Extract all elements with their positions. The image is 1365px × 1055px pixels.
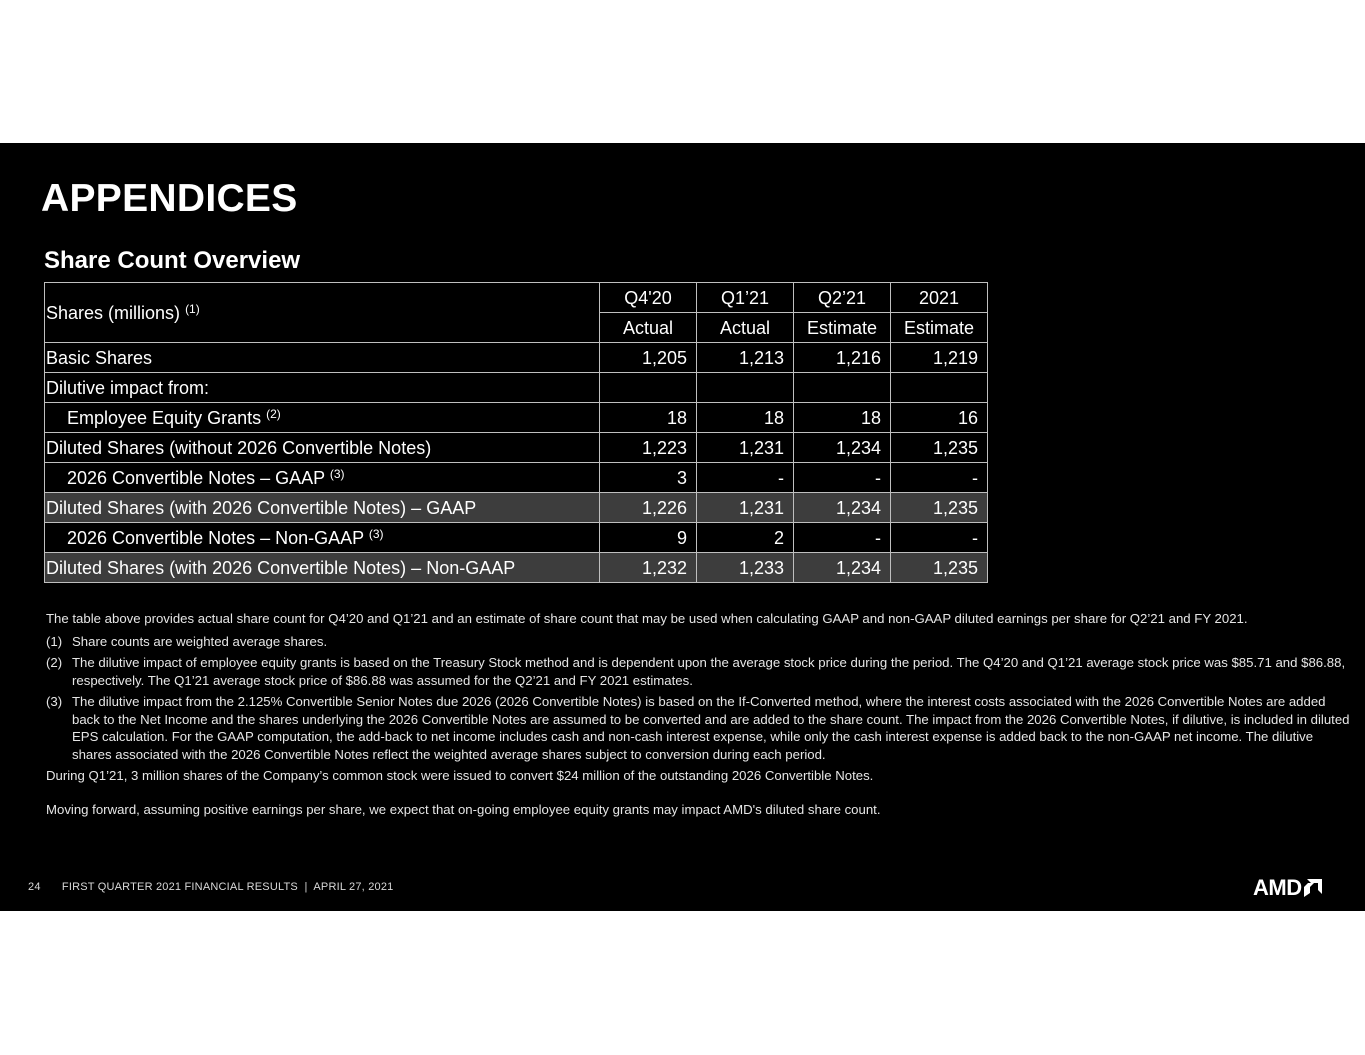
value-cell: -	[794, 463, 891, 493]
value-cell: 18	[794, 403, 891, 433]
value-cell: 1,233	[697, 553, 794, 583]
row-label-cell	[45, 433, 600, 463]
value-cell: 1,234	[794, 553, 891, 583]
value-cell: 18	[600, 403, 697, 433]
table-row	[45, 493, 988, 523]
row-label-cell	[45, 373, 600, 403]
value-cell	[697, 373, 794, 403]
page-number: 24	[28, 881, 41, 893]
value-cell: 1,235	[891, 493, 988, 523]
row-label: Dilutive impact from:	[46, 377, 210, 398]
value-cell: 1,226	[600, 493, 697, 523]
logo-wordmark: AMD	[1253, 875, 1302, 900]
footnote	[46, 654, 1351, 689]
notes-section	[46, 610, 1351, 823]
period-type-header: Estimate	[891, 313, 988, 343]
row-label: Basic Shares	[46, 347, 153, 368]
value-cell: 1,231	[697, 433, 794, 463]
table-row	[45, 523, 988, 553]
row-label-cell	[45, 403, 600, 433]
table-row	[45, 463, 988, 493]
value-cell: 2	[697, 523, 794, 553]
table-row	[45, 553, 988, 583]
notes-intro: The table above provides actual share count for Q4’20 and Q1’21 and an estimate of share count that may be used when calculating GAAP and non-GAAP diluted earnings per share for Q2’21 and FY 2021.	[46, 611, 1248, 626]
value-cell: 1,205	[600, 343, 697, 373]
row-label-cell	[45, 523, 600, 553]
period-header: Q1’21	[697, 283, 794, 313]
value-cell: 1,223	[600, 433, 697, 463]
period-header: 2021	[891, 283, 988, 313]
value-cell	[891, 373, 988, 403]
amd-arrow-icon	[1304, 879, 1322, 897]
row-header-footnote: (1)	[185, 301, 200, 316]
row-footnote-ref: (2)	[266, 406, 281, 421]
row-footnote-ref: (3)	[329, 466, 345, 481]
amd-logo	[1253, 877, 1322, 899]
footnote-number: (2)	[46, 655, 63, 670]
period-type-header: Actual	[600, 313, 697, 343]
footnote-number: (1)	[46, 633, 63, 649]
share-count-table	[44, 282, 988, 583]
row-label-cell	[45, 493, 600, 523]
row-label-cell	[45, 343, 600, 373]
table-row	[45, 403, 988, 433]
footnote-addendum: During Q1’21, 3 million shares of the Company’s common stock were issued to convert $24 million of the outstanding 2026 Convertible Notes.	[46, 768, 874, 783]
footnote	[46, 693, 1351, 763]
value-cell: -	[794, 523, 891, 553]
table-header-row	[45, 283, 988, 313]
footnote-text: The dilutive impact from the 2.125% Convertible Senior Notes due 2026 (2026 Convertible Notes) is based on the If-Converted method, where the interest costs associated with the 2026 Convertible Notes are added back to the Net Income and the shares underlying the 2026 Convertible Notes are assumed to be converted and are added to the share count. The impact from the 2026 Convertible Notes, if dilutive, is included in diluted EPS calculation. For the GAAP computation, the add-back to net income includes cash and non-cash interest expense, while only the cash interest expense is added back to the non-GAAP net income. The dilutive shares associated with the 2026 Convertible Notes reflect the weighted average shares subject to conversion during each period.	[72, 694, 1350, 762]
table-row	[45, 433, 988, 463]
value-cell: 16	[891, 403, 988, 433]
value-cell: -	[891, 463, 988, 493]
value-cell: 1,235	[891, 553, 988, 583]
footnote-text: The dilutive impact of employee equity grants is based on the Treasury Stock method and is dependent upon the average stock price during the period. The Q4’20 and Q1’21 average stock price was $85.71 and $86.88, respectively. The Q1’21 average stock price of $86.88 was assumed for the Q2’21 and FY 2021 estimates.	[72, 655, 1346, 688]
footnote-number: (3)	[46, 694, 63, 709]
slide-title: APPENDICES	[41, 177, 298, 220]
value-cell: -	[891, 523, 988, 553]
value-cell: 1,234	[794, 433, 891, 463]
row-label: Diluted Shares (with 2026 Convertible Notes) – Non-GAAP	[46, 557, 516, 578]
value-cell	[600, 373, 697, 403]
slide-subtitle: Share Count Overview	[44, 247, 301, 274]
value-cell: 1,216	[794, 343, 891, 373]
period-header: Q4'20	[600, 283, 697, 313]
row-header-label: Shares (millions)	[46, 302, 181, 323]
footer-text: FIRST QUARTER 2021 FINANCIAL RESULTS | APRIL 27, 2021	[61, 881, 394, 893]
value-cell: 18	[697, 403, 794, 433]
footnote-text: Share counts are weighted average shares.	[72, 633, 328, 649]
period-header: Q2’21	[794, 283, 891, 313]
period-type-header: Actual	[697, 313, 794, 343]
row-label: 2026 Convertible Notes – Non-GAAP	[67, 527, 364, 548]
row-label-cell	[45, 553, 600, 583]
value-cell: 1,234	[794, 493, 891, 523]
closing-statement: Moving forward, assuming positive earnings per share, we expect that on-going employee equity grants may impact AMD's diluted share count.	[46, 801, 881, 817]
value-cell: 1,235	[891, 433, 988, 463]
table-row	[45, 343, 988, 373]
value-cell	[794, 373, 891, 403]
row-label: 2026 Convertible Notes – GAAP	[67, 467, 325, 488]
value-cell: 3	[600, 463, 697, 493]
row-footnote-ref: (3)	[368, 526, 384, 541]
value-cell: 9	[600, 523, 697, 553]
footer	[28, 881, 393, 893]
slide	[0, 143, 1365, 911]
value-cell: 1,231	[697, 493, 794, 523]
row-label-cell	[45, 463, 600, 493]
table-row	[45, 373, 988, 403]
value-cell: -	[697, 463, 794, 493]
row-label: Employee Equity Grants	[67, 407, 262, 428]
row-label: Diluted Shares (without 2026 Convertible Notes)	[46, 437, 432, 458]
value-cell: 1,232	[600, 553, 697, 583]
period-type-header: Estimate	[794, 313, 891, 343]
row-label: Diluted Shares (with 2026 Convertible Notes) – GAAP	[46, 497, 477, 518]
value-cell: 1,213	[697, 343, 794, 373]
footnote	[46, 633, 1351, 651]
row-header-cell	[45, 283, 600, 343]
value-cell: 1,219	[891, 343, 988, 373]
